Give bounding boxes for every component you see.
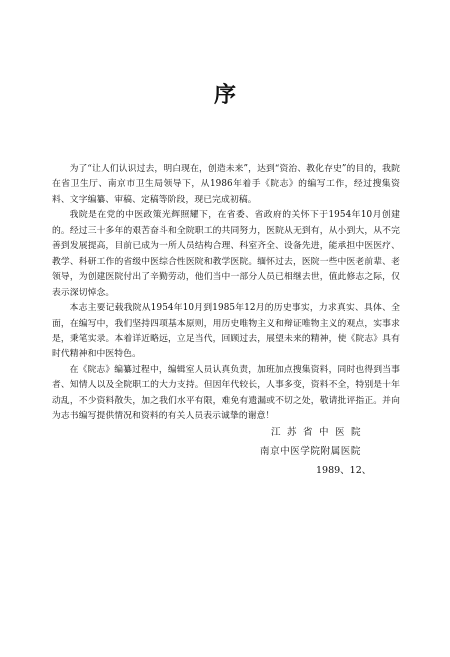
- signature-affiliation: 南京中医学院附属医院: [260, 446, 362, 457]
- preface-body: [52, 162, 400, 425]
- paragraph-1: 为了“让人们认识过去，明白现在，创造未来”，达到“资治、教化存史”的目的，我院在省卫生厅、南京市卫生局领导下，从1986年着手《院志》的编写工作，经过搜集资料、文字编纂、审稿、定稿等阶段，现已完成初稿。: [52, 164, 400, 205]
- signature-hospital-name: 江苏省中医院: [271, 427, 368, 438]
- paragraph-4: 在《院志》编纂过程中，编辑室人员认真负责，加班加点搜集资料，同时也得到当事者、知情人以及全院职工的大力支持。但因年代较长，人事多变，资料不全，特别是十年动乱，不少资料散失，加之我们水平有限，难免有遗漏或不切之处，敬请批评指正。并向为志书编写提供情况和资料的有关人员表示诚挚的谢意！: [52, 364, 400, 422]
- paragraph-3: 本志主要记载我院从1954年10月到1985年12月的历史事实，力求真实、具体、全面，在编写中，我们坚持四项基本原则，用历史唯物主义和辩证唯物主义的观点，实事求是，秉笔实录。本着详近略远，立足当代，回顾过去，展望未来的精神，使《院志》具有时代精神和中医特色。: [52, 303, 400, 360]
- page-title: 序: [213, 83, 236, 108]
- signature-date: 1989、12、: [316, 465, 372, 476]
- paragraph-2: 我院是在党的中医政策光辉照耀下，在省委、省政府的关怀下于1954年10月创建的。经过三十多年的艰苦奋斗和全院职工的共同努力，医院从无到有，从小到大，从不完善到发展提高，目前已成为一所人员结构合理、科室齐全、设备先进，能承担中医医疗、教学、科研工作的省级中医综合性医院和教学医院。缅怀过去，医院一些中医老前辈、老领导，为创建医院付出了辛勤劳动，他们当中一部分人员已相继去世，值此修志之际，仅表示深切悼念。: [52, 210, 400, 298]
